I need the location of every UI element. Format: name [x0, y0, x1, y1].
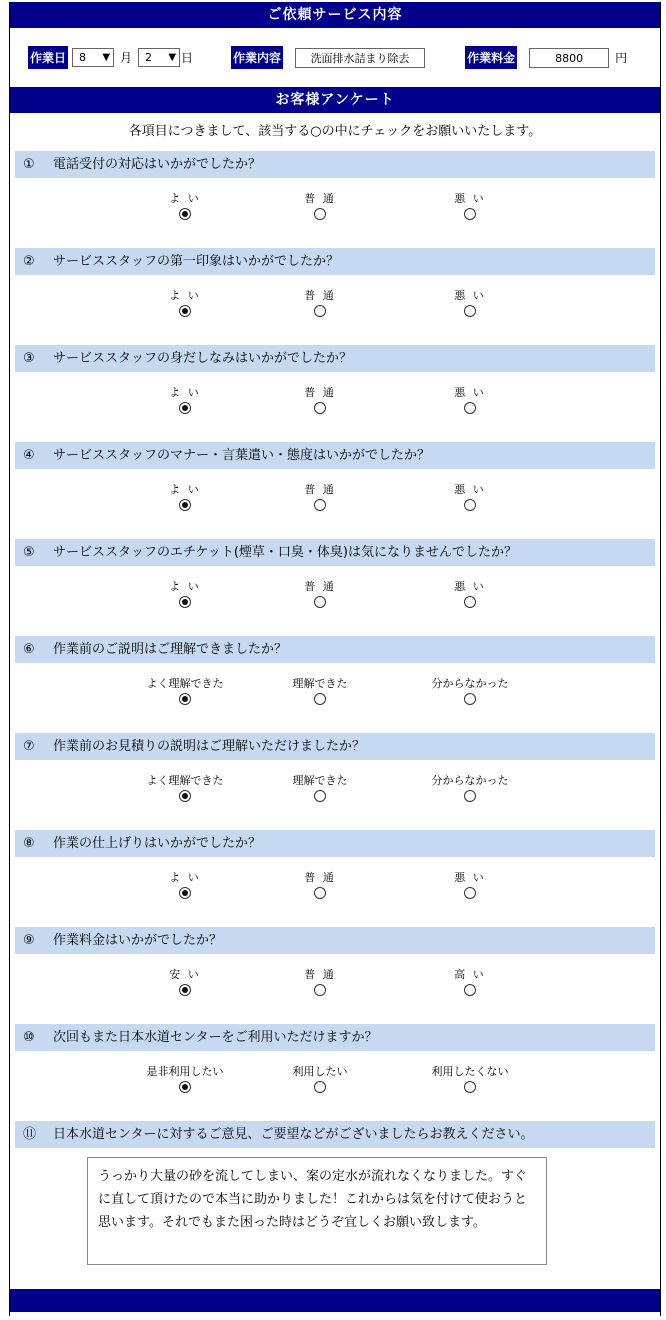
question-header	[15, 733, 655, 760]
option-label: 利用したくない	[431, 1065, 509, 1078]
option-label: よ い	[169, 386, 201, 399]
option-label: よ い	[169, 580, 201, 593]
answer-option[interactable]	[130, 288, 240, 320]
survey-form	[9, 2, 661, 1316]
answer-option[interactable]	[415, 967, 525, 999]
answer-option[interactable]	[130, 385, 240, 417]
radio-button[interactable]	[464, 693, 476, 705]
option-label: 悪 い	[454, 289, 486, 302]
work-date-label: 作業日	[28, 46, 68, 69]
option-label: 普 通	[304, 580, 336, 593]
question-number: ①	[23, 157, 35, 172]
radio-button[interactable]	[464, 790, 476, 802]
answer-options	[10, 275, 660, 345]
answer-options	[10, 178, 660, 248]
month-select[interactable]	[72, 48, 114, 67]
question-5	[15, 539, 655, 566]
option-label: よ い	[169, 871, 201, 884]
question-number: ⑪	[23, 1127, 37, 1142]
radio-button[interactable]	[179, 305, 191, 317]
answer-options	[10, 1051, 660, 1121]
answer-option[interactable]	[265, 870, 375, 902]
answer-option[interactable]	[265, 288, 375, 320]
option-label: 普 通	[304, 386, 336, 399]
option-label: 普 通	[304, 871, 336, 884]
radio-button[interactable]	[179, 208, 191, 220]
option-label: 安 い	[169, 968, 201, 981]
work-fee-label: 作業料金	[465, 46, 517, 69]
option-label: 普 通	[304, 483, 336, 496]
question-header	[15, 151, 655, 178]
option-label: 利用したい	[292, 1065, 348, 1078]
answer-option[interactable]	[415, 579, 525, 611]
service-details-row	[10, 28, 660, 87]
radio-button[interactable]	[179, 887, 191, 899]
question-text: 作業前のご説明はご理解できましたか？	[53, 642, 288, 657]
option-label: 高 い	[454, 968, 486, 981]
option-label: 理解できた	[292, 774, 348, 787]
question-text: 作業の仕上げりはいかがでしたか？	[53, 836, 262, 851]
question-text: サービススタッフの第一印象はいかがでしたか？	[53, 254, 340, 269]
question-6	[15, 636, 655, 663]
question-header	[15, 442, 655, 469]
chevron-down-icon: ▼	[168, 52, 177, 63]
footer-bar	[10, 1289, 660, 1312]
option-label: よ い	[169, 192, 201, 205]
answer-option[interactable]	[415, 773, 525, 805]
answer-option[interactable]	[415, 1064, 525, 1096]
answer-option[interactable]	[130, 870, 240, 902]
work-fee-field[interactable]: 8800	[529, 48, 609, 68]
question-number: ⑧	[23, 836, 35, 851]
question-3	[15, 345, 655, 372]
option-label: 悪 い	[454, 386, 486, 399]
answer-option[interactable]	[415, 870, 525, 902]
radio-button[interactable]	[464, 596, 476, 608]
answer-option[interactable]	[265, 579, 375, 611]
answer-option[interactable]	[130, 773, 240, 805]
option-label: 分からなかった	[431, 774, 509, 787]
question-text: 作業料金はいかがでしたか？	[53, 933, 223, 948]
day-unit: 日	[181, 51, 194, 65]
radio-button[interactable]	[314, 693, 326, 705]
answer-options	[10, 566, 660, 636]
answer-options	[10, 372, 660, 442]
question-number: ⑥	[23, 642, 35, 657]
question-header	[15, 1024, 655, 1051]
question-number: ⑨	[23, 933, 35, 948]
radio-button[interactable]	[179, 1081, 191, 1093]
radio-button[interactable]	[179, 984, 191, 996]
option-label: 分からなかった	[431, 677, 509, 690]
question-header	[15, 1121, 655, 1148]
option-label: よ い	[169, 289, 201, 302]
answer-option[interactable]	[130, 482, 240, 514]
question-header	[15, 345, 655, 372]
question-text: サービススタッフのエチケット(煙草・口臭・体臭)は気になりませんでしたか？	[53, 545, 517, 560]
option-label: 理解できた	[292, 677, 348, 690]
answer-option[interactable]	[415, 191, 525, 223]
question-number: ③	[23, 351, 35, 366]
answer-option[interactable]	[265, 482, 375, 514]
work-content-field[interactable]: 洗面排水詰まり除去	[295, 48, 425, 68]
answer-option[interactable]	[415, 385, 525, 417]
radio-button[interactable]	[464, 887, 476, 899]
question-header	[15, 927, 655, 954]
radio-button[interactable]	[179, 693, 191, 705]
question-text: サービススタッフの身だしなみはいかがでしたか？	[53, 351, 353, 366]
fee-unit: 円	[615, 51, 628, 65]
answer-option[interactable]	[265, 773, 375, 805]
question-9	[15, 927, 655, 954]
option-label: よ い	[169, 483, 201, 496]
answer-option[interactable]	[265, 676, 375, 708]
radio-button[interactable]	[179, 596, 191, 608]
survey-section-title: お客様アンケート	[10, 87, 660, 113]
radio-button[interactable]	[464, 499, 476, 511]
question-text: 作業前のお見積りの説明はご理解いただけましたか？	[53, 739, 366, 754]
question-number: ⑦	[23, 739, 35, 754]
comment-area	[10, 1148, 660, 1278]
question-number: ②	[23, 254, 35, 269]
radio-button[interactable]	[314, 596, 326, 608]
question-list	[10, 151, 660, 1121]
radio-button[interactable]	[179, 790, 191, 802]
option-label: 普 通	[304, 968, 336, 981]
radio-button[interactable]	[314, 208, 326, 220]
question-text: 電話受付の対応はいかがでしたか？	[53, 157, 262, 172]
question-text: 日本水道センターに対するご意見、ご要望などがございましたらお教えください。	[53, 1127, 534, 1142]
radio-button[interactable]	[464, 1081, 476, 1093]
option-label: 是非利用したい	[146, 1065, 224, 1078]
question-text: サービススタッフのマナー・言葉遣い・態度はいかがでしたか？	[53, 448, 431, 463]
answer-options	[10, 469, 660, 539]
option-label: 普 通	[304, 192, 336, 205]
answer-options	[10, 760, 660, 830]
radio-button[interactable]	[314, 1081, 326, 1093]
radio-button[interactable]	[179, 499, 191, 511]
option-label: 悪 い	[454, 580, 486, 593]
work-content-label: 作業内容	[231, 46, 283, 69]
answer-option[interactable]	[130, 1064, 240, 1096]
option-label: 悪 い	[454, 871, 486, 884]
question-1	[15, 151, 655, 178]
question-comment	[15, 1121, 655, 1148]
radio-button[interactable]	[314, 305, 326, 317]
option-label: 普 通	[304, 289, 336, 302]
answer-option[interactable]	[415, 482, 525, 514]
question-header	[15, 539, 655, 566]
radio-button[interactable]	[314, 499, 326, 511]
answer-option[interactable]	[265, 1064, 375, 1096]
option-label: よく理解できた	[146, 774, 224, 787]
question-header	[15, 636, 655, 663]
question-header	[15, 830, 655, 857]
survey-intro: 各項目につきまして、該当する○の中にチェックをお願いいたします。	[128, 124, 542, 139]
radio-button[interactable]	[314, 984, 326, 996]
question-4	[15, 442, 655, 469]
answer-option[interactable]	[130, 579, 240, 611]
question-header	[15, 248, 655, 275]
radio-button[interactable]	[464, 402, 476, 414]
answer-option[interactable]	[130, 191, 240, 223]
answer-option[interactable]	[130, 967, 240, 999]
answer-option[interactable]	[265, 967, 375, 999]
answer-option[interactable]	[415, 676, 525, 708]
answer-option[interactable]	[265, 385, 375, 417]
question-2	[15, 248, 655, 275]
question-number: ⑩	[23, 1030, 35, 1045]
radio-button[interactable]	[464, 208, 476, 220]
day-value: 2	[145, 51, 153, 64]
answer-options	[10, 954, 660, 1024]
answer-option[interactable]	[265, 191, 375, 223]
radio-button[interactable]	[314, 402, 326, 414]
question-8	[15, 830, 655, 857]
day-select[interactable]	[138, 48, 180, 67]
answer-option[interactable]	[130, 676, 240, 708]
service-section-title: ご依頼サービス内容	[10, 2, 660, 28]
comment-textarea[interactable]: うっかり大量の砂を流してしまい、案の定水が流れなくなりました。すぐに直して頂けたので本当に助かりました！これからは気を付けて使おうと思います。それでもまた困った時はどうぞ宜しくお願い致します。	[87, 1157, 547, 1265]
radio-button[interactable]	[464, 305, 476, 317]
month-unit: 月	[120, 51, 133, 65]
question-number: ⑤	[23, 545, 35, 560]
question-number: ④	[23, 448, 35, 463]
month-value: 8	[79, 51, 87, 64]
radio-button[interactable]	[314, 887, 326, 899]
question-text: 次回もまた日本水道センターをご利用いただけますか？	[53, 1030, 378, 1045]
answer-options	[10, 857, 660, 927]
radio-button[interactable]	[464, 984, 476, 996]
chevron-down-icon: ▼	[102, 52, 111, 63]
radio-button[interactable]	[179, 402, 191, 414]
option-label: よく理解できた	[146, 677, 224, 690]
question-7	[15, 733, 655, 760]
question-10	[15, 1024, 655, 1051]
option-label: 悪 い	[454, 192, 486, 205]
answer-options	[10, 663, 660, 733]
radio-button[interactable]	[314, 790, 326, 802]
answer-option[interactable]	[415, 288, 525, 320]
option-label: 悪 い	[454, 483, 486, 496]
